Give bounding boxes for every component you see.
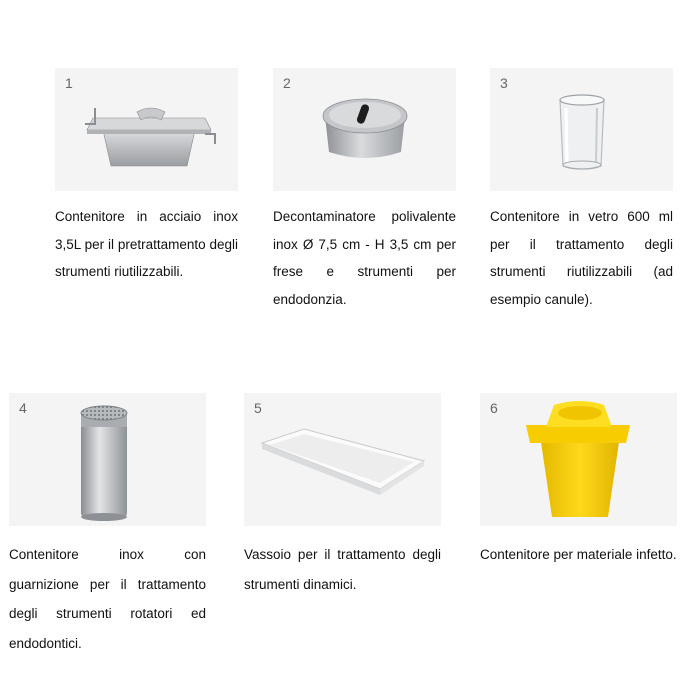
yellow-waste-bin-image — [480, 393, 677, 526]
product-image-frame — [490, 68, 673, 191]
product-image-frame — [9, 393, 206, 526]
product-description: Contenitore in acciaio inox 3,5L per il pretrattamento degli strumenti riutilizzabili. — [55, 209, 238, 279]
product-image-frame — [55, 68, 238, 191]
product-number: 4 — [19, 400, 27, 416]
steel-tray-with-lid-image — [55, 68, 238, 191]
glass-beaker-image — [490, 68, 673, 191]
product-description: Contenitore inox con guarnizione per il trattamento degli strumenti rotatori ed endodontici. — [9, 547, 206, 651]
product-number: 5 — [254, 400, 262, 416]
product-image-frame — [273, 68, 456, 191]
product-description: Contenitore in vetro 600 ml per il trattamento degli strumenti riutilizzabili (ad esempio canule). — [490, 209, 673, 307]
product-number: 2 — [283, 75, 291, 91]
product-image-frame — [244, 393, 441, 526]
product-description: Decontaminatore polivalente inox Ø 7,5 cm - H 3,5 cm per frese e strumenti per endodonzia. — [273, 209, 456, 307]
white-tray-image — [244, 393, 441, 526]
product-description: Vassoio per il trattamento degli strumenti dinamici. — [244, 547, 441, 592]
product-image-frame — [480, 393, 677, 526]
product-number: 1 — [65, 75, 73, 91]
product-number: 3 — [500, 75, 508, 91]
round-steel-container-image — [273, 68, 456, 191]
steel-cylinder-shaker-image — [9, 393, 206, 526]
product-description: Contenitore per materiale infetto. — [480, 547, 677, 562]
product-number: 6 — [490, 400, 498, 416]
